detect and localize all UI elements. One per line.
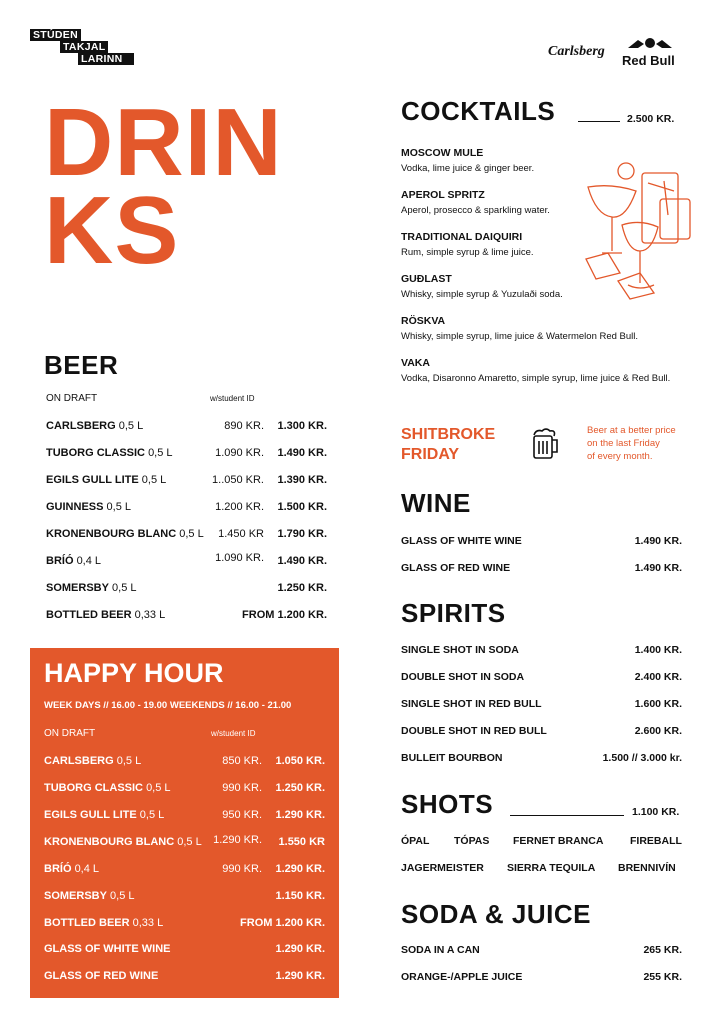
shot-name: FERNET BRANCA bbox=[513, 835, 604, 847]
shitbroke-note-1: Beer at a better price bbox=[587, 425, 676, 436]
beer-student-id: w/student ID bbox=[210, 394, 255, 403]
logo-line-2: TAKJAL bbox=[60, 41, 108, 53]
shitbroke-title-2: FRIDAY bbox=[401, 446, 460, 463]
red-bull-logo: Red Bull bbox=[622, 53, 675, 68]
beer-size: 0,5 L bbox=[141, 474, 167, 486]
beer-price: 1..050 KR. bbox=[212, 474, 264, 486]
hh-name: BRÍÓ bbox=[44, 863, 72, 875]
cocktail-name: APEROL SPRITZ bbox=[401, 189, 485, 201]
beer-size: 0,5 L bbox=[148, 447, 173, 459]
hh-name: KRONENBOURG BLANC bbox=[44, 836, 175, 848]
shot-name: TÓPAS bbox=[454, 835, 490, 847]
hh-student-price: 1.050 KR. bbox=[275, 755, 325, 767]
spirits-row bbox=[401, 725, 682, 737]
hh-student-price: 1.150 KR. bbox=[275, 890, 325, 902]
beer-name: EGILS GULL LITE bbox=[46, 474, 139, 486]
wine-row bbox=[401, 535, 682, 547]
hh-name: EGILS GULL LITE bbox=[44, 809, 137, 821]
hh-student-price: 1.290 KR. bbox=[275, 863, 325, 875]
wine-name: GLASS OF WHITE WINE bbox=[401, 535, 522, 547]
soda-price: 265 KR. bbox=[643, 944, 682, 956]
beer-student-price: 1.390 KR. bbox=[277, 474, 327, 486]
shots-divider bbox=[510, 815, 624, 816]
shots-heading: SHOTS bbox=[401, 789, 494, 819]
cocktail-name: MOSCOW MULE bbox=[401, 147, 484, 159]
soda-name: ORANGE-/APPLE JUICE bbox=[401, 971, 523, 983]
hh-price: 990 KR. bbox=[222, 782, 262, 794]
beer-price: 1.090 KR. bbox=[215, 447, 264, 459]
beer-name: SOMERSBY bbox=[46, 582, 109, 594]
beer-name: BRÍÓ bbox=[46, 555, 74, 567]
beer-size: 0,33 L bbox=[134, 609, 166, 621]
wine-row bbox=[401, 562, 682, 574]
hh-student-price: 1.550 KR bbox=[278, 836, 325, 848]
hh-size: 0,5 L bbox=[177, 836, 202, 848]
beer-student-price: FROM 1.200 KR. bbox=[242, 609, 327, 621]
hh-student-price: 1.250 KR. bbox=[275, 782, 325, 794]
red-bull-icon bbox=[624, 34, 676, 52]
beer-size: 0,5 L bbox=[179, 528, 204, 540]
cocktail-desc: Whisky, simple syrup, lime juice & Watermelon Red Bull. bbox=[401, 331, 639, 342]
soda-price: 255 KR. bbox=[643, 971, 682, 983]
hh-name: TUBORG CLASSIC bbox=[44, 782, 143, 794]
cocktails-heading: COCKTAILS bbox=[401, 96, 556, 126]
beer-name: KRONENBOURG BLANC bbox=[46, 528, 177, 540]
spirits-row bbox=[401, 671, 682, 683]
wine-price: 1.490 KR. bbox=[634, 562, 682, 574]
hh-price: 850 KR. bbox=[222, 755, 262, 767]
hh-size: 0,33 L bbox=[132, 917, 164, 929]
logo-line-3: LARINN bbox=[78, 53, 134, 65]
cocktail-desc: Rum, simple syrup & lime juice. bbox=[401, 247, 534, 258]
spirit-name: SINGLE SHOT IN RED BULL bbox=[401, 698, 542, 710]
hh-size: 0,5 L bbox=[146, 782, 171, 794]
shitbroke-title-1: SHITBROKE bbox=[401, 426, 496, 443]
shitbroke-note-3: of every month. bbox=[587, 451, 653, 462]
soda-row bbox=[401, 944, 682, 956]
beer-name: GUINNESS bbox=[46, 501, 104, 513]
beer-student-price: 1.250 KR. bbox=[277, 582, 327, 594]
wine-heading: WINE bbox=[401, 488, 471, 518]
drinks-title-line-2: KS bbox=[44, 177, 180, 284]
beer-size: 0,5 L bbox=[118, 420, 144, 432]
beer-size: 0,5 L bbox=[112, 582, 137, 594]
drinks-title-line-1: DRIN bbox=[44, 89, 283, 196]
spirit-price: 1.500 // 3.000 kr. bbox=[602, 752, 682, 764]
hh-student-price: FROM 1.200 KR. bbox=[240, 917, 325, 929]
beer-mug-icon bbox=[530, 427, 560, 461]
hh-name: GLASS OF RED WINE bbox=[44, 970, 159, 982]
beer-student-price: 1.790 KR. bbox=[277, 528, 327, 540]
beer-student-price: 1.300 KR. bbox=[277, 420, 327, 432]
beer-student-price: 1.490 KR. bbox=[277, 555, 327, 567]
shitbroke-note-2: on the last Friday bbox=[587, 438, 660, 449]
beer-name: BOTTLED BEER bbox=[46, 609, 132, 621]
hh-size: 0,5 L bbox=[116, 755, 142, 767]
spirit-name: DOUBLE SHOT IN SODA bbox=[401, 671, 525, 683]
soda-row bbox=[401, 971, 682, 983]
beer-size: 0,5 L bbox=[106, 501, 131, 513]
cocktail-name: GUÐLAST bbox=[401, 273, 452, 285]
wine-price: 1.490 KR. bbox=[634, 535, 682, 547]
beer-price: 890 KR. bbox=[224, 420, 264, 432]
shots-price: 1.100 KR. bbox=[632, 806, 680, 818]
hh-student-price: 1.290 KR. bbox=[275, 943, 325, 955]
spirits-row bbox=[401, 644, 682, 656]
cocktail-name: TRADITIONAL DAIQUIRI bbox=[401, 231, 523, 243]
cocktail-desc: Aperol, prosecco & sparkling water. bbox=[401, 205, 550, 216]
hh-student-price: 1.290 KR. bbox=[275, 809, 325, 821]
beer-student-price: 1.500 KR. bbox=[277, 501, 327, 513]
beer-price: 1.450 KR bbox=[218, 528, 264, 540]
hh-price: 950 KR. bbox=[222, 809, 262, 821]
spirit-name: BULLEIT BOURBON bbox=[401, 752, 503, 764]
hh-name: CARLSBERG bbox=[44, 755, 114, 767]
spirit-name: DOUBLE SHOT IN RED BULL bbox=[401, 725, 547, 737]
beer-heading: BEER bbox=[44, 350, 119, 380]
hh-price: 1.290 KR. bbox=[213, 834, 262, 846]
beer-name: TUBORG CLASSIC bbox=[46, 447, 145, 459]
cocktail-name: VAKA bbox=[401, 357, 430, 369]
spirit-price: 1.400 KR. bbox=[634, 644, 682, 656]
spirits-row bbox=[401, 698, 682, 710]
hh-size: 0,5 L bbox=[139, 809, 165, 821]
beer-size: 0,4 L bbox=[76, 555, 102, 567]
happy-hour-times: WEEK DAYS // 16.00 - 19.00 WEEKENDS // 16.00 - 21.00 bbox=[44, 700, 292, 711]
cocktail-desc: Vodka, Disaronno Amaretto, simple syrup, lime juice & Red Bull. bbox=[401, 373, 671, 384]
cocktail-name: RÖSKVA bbox=[401, 315, 446, 327]
spirit-price: 2.400 KR. bbox=[634, 671, 682, 683]
shot-name: ÓPAL bbox=[401, 835, 430, 847]
beer-on-draft: ON DRAFT bbox=[46, 393, 98, 404]
cocktails-price: 2.500 KR. bbox=[627, 113, 675, 125]
spirit-price: 2.600 KR. bbox=[634, 725, 682, 737]
hh-name: SOMERSBY bbox=[44, 890, 107, 902]
spirit-price: 1.600 KR. bbox=[634, 698, 682, 710]
hh-size: 0,5 L bbox=[110, 890, 135, 902]
soda-heading: SODA & JUICE bbox=[401, 899, 591, 929]
beer-student-price: 1.490 KR. bbox=[277, 447, 327, 459]
shot-name: FIREBALL bbox=[630, 835, 682, 847]
happy-hour-student-id: w/student ID bbox=[211, 729, 256, 738]
wine-name: GLASS OF RED WINE bbox=[401, 562, 511, 574]
cocktail-desc: Vodka, lime juice & ginger beer. bbox=[401, 163, 535, 174]
shot-name: JAGERMEISTER bbox=[401, 862, 484, 874]
spirits-heading: SPIRITS bbox=[401, 598, 506, 628]
spirit-name: SINGLE SHOT IN SODA bbox=[401, 644, 519, 656]
shot-name: BRENNIVÍN bbox=[618, 862, 676, 874]
happy-hour-heading: HAPPY HOUR bbox=[44, 658, 224, 688]
hh-name: BOTTLED BEER bbox=[44, 917, 130, 929]
beer-price: 1.090 KR. bbox=[215, 552, 264, 564]
shot-name: SIERRA TEQUILA bbox=[507, 862, 596, 874]
soda-name: SODA IN A CAN bbox=[401, 944, 480, 956]
hh-name: GLASS OF WHITE WINE bbox=[44, 943, 171, 955]
beer-name: CARLSBERG bbox=[46, 420, 116, 432]
beer-price: 1.200 KR. bbox=[215, 501, 264, 513]
happy-hour-on-draft: ON DRAFT bbox=[44, 728, 96, 739]
spirits-row bbox=[401, 752, 682, 764]
hh-size: 0,4 L bbox=[74, 863, 100, 875]
hh-student-price: 1.290 KR. bbox=[275, 970, 325, 982]
cocktail-glasses-illustration bbox=[582, 155, 694, 305]
hh-price: 990 KR. bbox=[222, 863, 262, 875]
logo-line-1: STÚDEN bbox=[30, 29, 81, 41]
happy-hour-panel bbox=[30, 648, 339, 998]
carlsberg-logo: Carlsberg bbox=[548, 44, 605, 59]
cocktails-divider bbox=[578, 121, 620, 122]
cocktail-desc: Whisky, simple syrup & Yuzulaði soda. bbox=[401, 289, 563, 300]
